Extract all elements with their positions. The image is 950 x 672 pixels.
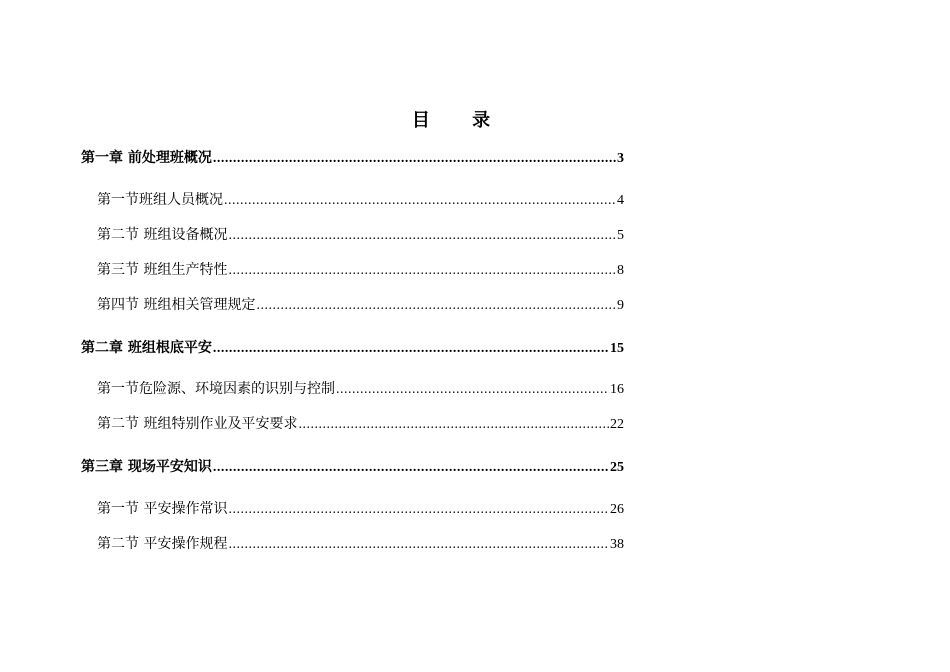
toc-leader-dots xyxy=(213,458,609,478)
toc-entry-page: 8 xyxy=(617,263,624,278)
toc-leader-dots xyxy=(228,261,616,281)
toc-entry-page: 15 xyxy=(610,341,624,356)
toc-leader-dots xyxy=(224,191,616,211)
toc-leader-dots xyxy=(228,500,609,520)
toc-entry-section-3-2[interactable] xyxy=(97,534,624,554)
toc-entry-page: 25 xyxy=(610,460,624,475)
toc-entry-page: 22 xyxy=(610,417,624,432)
toc-entry-label: 第三章 现场平安知识 xyxy=(81,459,212,475)
toc-leader-dots xyxy=(228,535,609,555)
toc-entry-page: 16 xyxy=(610,382,624,397)
toc-entry-page: 9 xyxy=(617,298,624,313)
toc-leader-dots xyxy=(298,415,609,435)
toc-entry-section-2-2[interactable] xyxy=(97,414,624,434)
toc-entry-section-3-1[interactable] xyxy=(97,499,624,519)
toc-entry-chapter-3[interactable] xyxy=(81,457,624,477)
toc-entry-label: 第一节危险源、环境因素的识别与控制 xyxy=(97,381,335,397)
toc-entry-section-1-1[interactable] xyxy=(97,190,624,210)
toc-leader-dots xyxy=(256,296,616,316)
toc-entry-label: 第二章 班组根底平安 xyxy=(81,340,212,356)
toc-entry-page: 26 xyxy=(610,502,624,517)
toc-entry-page: 38 xyxy=(610,537,624,552)
toc-entry-label: 第二节 班组特别作业及平安要求 xyxy=(97,416,298,432)
toc-entry-chapter-2[interactable] xyxy=(81,338,624,358)
toc-entry-label: 第一节班组人员概况 xyxy=(97,192,223,208)
toc-entry-page: 3 xyxy=(617,151,624,166)
toc-entry-section-1-2[interactable] xyxy=(97,225,624,245)
toc-entry-section-1-4[interactable] xyxy=(97,295,624,315)
toc-entry-section-2-1[interactable] xyxy=(97,379,624,399)
toc-leader-dots xyxy=(228,226,616,246)
toc-entry-page: 4 xyxy=(617,193,624,208)
toc-entry-section-1-3[interactable] xyxy=(97,260,624,280)
toc-leader-dots xyxy=(213,339,609,359)
toc-entry-chapter-1[interactable] xyxy=(81,148,624,168)
toc-entry-label: 第三节 班组生产特性 xyxy=(97,262,228,278)
toc-leader-dots xyxy=(213,149,616,169)
toc-entry-label: 第二节 平安操作规程 xyxy=(97,536,228,552)
toc-entry-label: 第四节 班组相关管理规定 xyxy=(97,297,256,313)
toc-entry-label: 第一章 前处理班概况 xyxy=(81,150,212,166)
toc-entry-label: 第一节 平安操作常识 xyxy=(97,501,228,517)
toc-title: 目 录 xyxy=(411,110,509,131)
toc-leader-dots xyxy=(336,380,609,400)
toc-entry-label: 第二节 班组设备概况 xyxy=(97,227,228,243)
toc-entry-page: 5 xyxy=(617,228,624,243)
